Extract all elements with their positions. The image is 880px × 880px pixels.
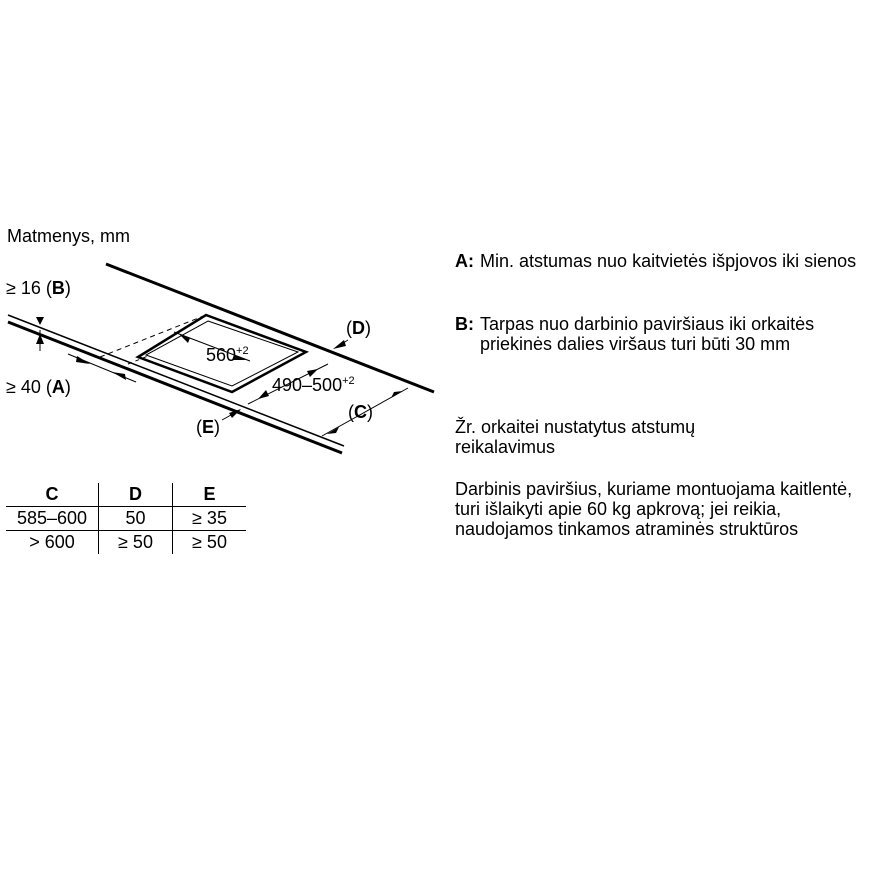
- label-e: (E): [196, 417, 221, 437]
- note-b-key: B:: [455, 314, 474, 334]
- label-width: $560^{+2}$: [206, 345, 249, 365]
- note-b-text: Tarpas nuo darbinio paviršiaus iki orkaitės priekinės dalies viršaus turi būti 30 mm: [480, 314, 815, 354]
- table-cell: ≥ 50: [99, 531, 173, 555]
- label-c: (C): [348, 402, 373, 422]
- clearance-table: [6, 483, 246, 554]
- surface-note: Darbinis paviršius, kuriame montuojama kaitlentė, turi išlaikyti apie 60 kg apkrovą; jei reikia, naudojamos tinkamos atraminės struktūros: [455, 479, 853, 539]
- table-cell: ≥ 35: [173, 507, 247, 531]
- note-a-text: Min. atstumas nuo kaitvietės išpjovos iki sienos: [480, 251, 857, 271]
- label-d: (D): [346, 318, 371, 338]
- header-c: C: [6, 483, 99, 507]
- table-cell: 50: [99, 507, 173, 531]
- arrow-a-left: [76, 356, 90, 364]
- arrow-depth-bottom: [258, 390, 269, 399]
- table-row: [6, 531, 246, 555]
- label-a: ≥ 40 (A): [6, 377, 71, 397]
- header-d: D: [99, 483, 173, 507]
- table-cell: 585–600: [6, 507, 99, 531]
- table-header-row: [6, 483, 246, 507]
- label-b: ≥ 16 (B): [6, 278, 71, 298]
- note-a-key: A:: [455, 251, 474, 271]
- oven-note: Žr. orkaitei nustatytus atstumų reikalavimus: [455, 417, 696, 457]
- table-cell: ≥ 50: [173, 531, 247, 555]
- label-depth: $490-500^{+2}$: [272, 375, 355, 395]
- table-row: [6, 507, 246, 531]
- diagram-title: Matmenys, mm: [7, 226, 131, 246]
- header-e: E: [173, 483, 247, 507]
- table-cell: > 600: [29, 532, 75, 552]
